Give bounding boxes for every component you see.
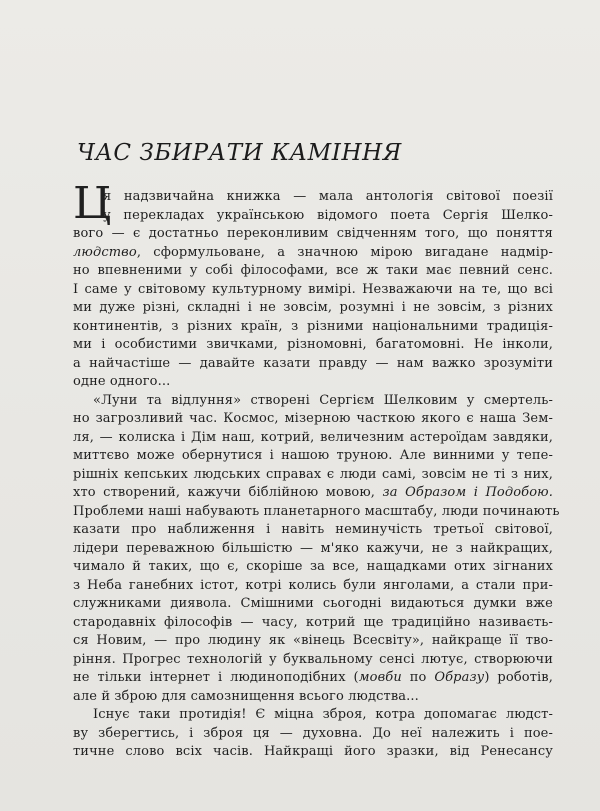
text-line: «Луни та відлуння» створені Сергієм Шелковим у смертель-: [93, 392, 553, 408]
text-line: миттєво може обернутися і нашою труною. Але винними у тепе-: [73, 448, 553, 463]
text-line: стародавніх філософів — часу, котрий ще традиційно називаєть-: [73, 614, 553, 630]
text-line: ля, — колиска і Дім наш, котрий, величезним астероїдам завдяки,: [73, 429, 553, 445]
emphasis-phrase: за Образом і Подобою.: [382, 485, 554, 500]
text-line: казати про наближення і навіть неминучість третьої світової,: [73, 522, 553, 537]
text-line: но впевненими у собі філософами, все ж таки має певний сенс.: [73, 263, 553, 278]
body-text: [73, 178, 560, 762]
text-line: людство, сформульоване, а значною мірою вигадане надмір-: [73, 244, 553, 260]
text-line: І саме у світовому культурному вимірі. Незважаючи на те, що всі: [73, 281, 553, 297]
text-line: ся Новим, — про людину як «вінець Всесвіту», найкраще її тво-: [73, 633, 553, 648]
emphasis-word: людство: [73, 244, 137, 260]
text-line: я надзвичайна книжка — мала антологія світової поезії: [103, 189, 553, 204]
text-line: рішніх кепських людських справах є люди самі, зовсім не ті з них,: [73, 466, 553, 482]
text-line: у перекладах українською відомого поета Сергія Шелко-: [103, 207, 553, 223]
text-line: служниками диявола. Смішними сьогодні видаються думки вже: [73, 596, 553, 611]
text-line: одне одного...: [73, 374, 171, 389]
text-line: а найчастіше — давайте казати правду — нам важко зрозуміти: [73, 355, 553, 371]
text-line: з Неба ганебних істот, котрі колись були янголами, а стали при-: [73, 577, 553, 593]
emphasis-word: мовби: [358, 670, 402, 685]
text-line: континентів, з різних країн, з різними національними традиція-: [73, 318, 553, 334]
text-line: але й зброю для самознищення всього людства...: [73, 688, 419, 704]
text-line: не тільки інтернет і людиноподібних (мовби по Образу) роботів,: [73, 670, 553, 685]
drop-cap: Ц: [73, 178, 112, 229]
text-line: ву зберегтись, і зброя ця — духовна. До неї належить і пое-: [73, 725, 553, 741]
text-line: ми дуже різні, складні і не зовсім, розумні і не зовсім, з різних: [73, 300, 553, 315]
text-line: тичне слово всіх часів. Найкращі його зразки, від Ренесансу: [73, 744, 553, 759]
text-line: чимало й таких, що є, скоріше за все, нащадками отих зігнаних: [73, 559, 553, 574]
text-line: Існує таки протидія! Є міцна зброя, котра допомагає людст-: [93, 707, 553, 722]
text-line: ріння. Прогрес технологій у буквальному сенсі лютує, створюючи: [73, 651, 553, 667]
chapter-heading: ЧАС ЗБИРАТИ КАМІННЯ: [77, 140, 402, 166]
text-line: но загрозливий час. Космос, мізерною часткою якого є наша Зем-: [73, 411, 553, 426]
text-line: ми і особистими звичками, різномовні, багатомовні. Не інколи,: [73, 337, 553, 352]
text-line: лідери переважною більшістю — м'яко кажучи, не з найкращих,: [73, 540, 553, 556]
text-line: Проблеми наші набувають планетарного масштабу, люди починають: [73, 503, 560, 519]
emphasis-word: Образу: [434, 670, 485, 685]
text-line: хто створений, кажучи біблійною мовою, за Образом і Подобою.: [73, 485, 554, 500]
text-line: вого — є достатньо переконливим свідченням того, що поняття: [73, 226, 553, 241]
